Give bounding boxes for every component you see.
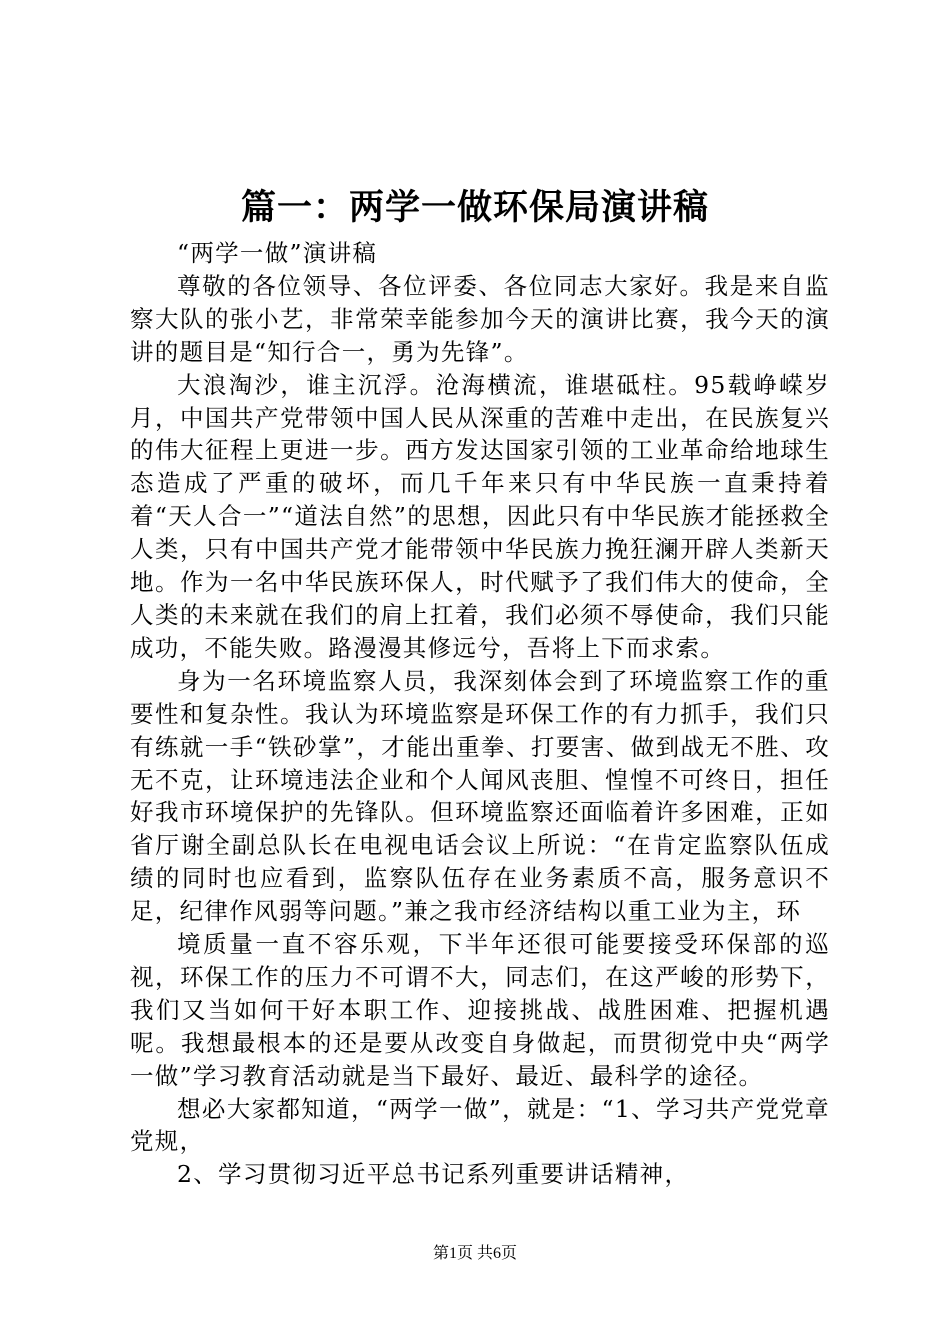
paragraph-environment: 境质量一直不容乐观，下半年还很可能要接受环保部的巡视，环保工作的压力不可谓不大，同志们，在这严峻的形势下，我们又当如何干好本职工作、迎接挑战、战胜困难、把握机遇呢。我想最根本的还是要从改变自身做起，而贯彻党中央“两学一做”学习教育活动就是当下最好、最近、最科学的途径。 xyxy=(130,930,830,1090)
paragraph-greeting: 尊敬的各位领导、各位评委、各位同志大家好。我是来自监察大队的张小艺，非常荣幸能参加今天的演讲比赛，我今天的演讲的题目是“知行合一，勇为先锋”。 xyxy=(130,271,830,366)
document-body xyxy=(130,237,830,1191)
paragraph-two-studies: 想必大家都知道，“两学一做”，就是：“1、学习共产党党章党规， xyxy=(130,1094,830,1156)
document-title: 篇一：两学一做环保局演讲稿 xyxy=(240,187,709,228)
paragraph-heading: “两学一做”演讲稿 xyxy=(177,239,378,267)
page-footer: 第1页 共6页 xyxy=(432,1245,517,1262)
paragraph-history: 大浪淘沙，谁主沉浮。沧海横流，谁堪砥柱。95载峥嵘岁月，中国共产党带领中国人民从深重的苦难中走出，在民族复兴的伟大征程上更进一步。西方发达国家引领的工业革命给地球生态造成了严重的破坏，而几千年来只有中华民族一直秉持着着“天人合一”“道法自然”的思想，因此只有中华民族才能拯救全人类，只有中国共产党才能带领中华民族力挽狂澜开辟人类新天地。作为一名中华民族环保人，时代赋予了我们伟大的使命，全人类的未来就在我们的肩上扛着，我们必须不辱使命，我们只能成功，不能失败。路漫漫其修远兮，吾将上下而求索。 xyxy=(130,370,830,662)
paragraph-list-item-2: 2、学习贯彻习近平总书记系列重要讲话精神， xyxy=(177,1160,690,1189)
paragraph-inspection: 身为一名环境监察人员，我深刻体会到了环境监察工作的重要性和复杂性。我认为环境监察是环保工作的有力抓手，我们只有练就一手“铁砂掌”，才能出重拳、打要害、做到战无不胜、攻无不克，让环境违法企业和个人闻风丧胆、惶惶不可终日，担任好我市环境保护的先锋队。但环境监察还面临着许多困难，正如省厅谢全副总队长在电视电话会议上所说：“在肯定监察队伍成绩的同时也应看到，监察队伍存在业务素质不高，服务意识不足，纪律作风弱等问题。”兼之我市经济结构以重工业为主，环 xyxy=(130,666,830,926)
